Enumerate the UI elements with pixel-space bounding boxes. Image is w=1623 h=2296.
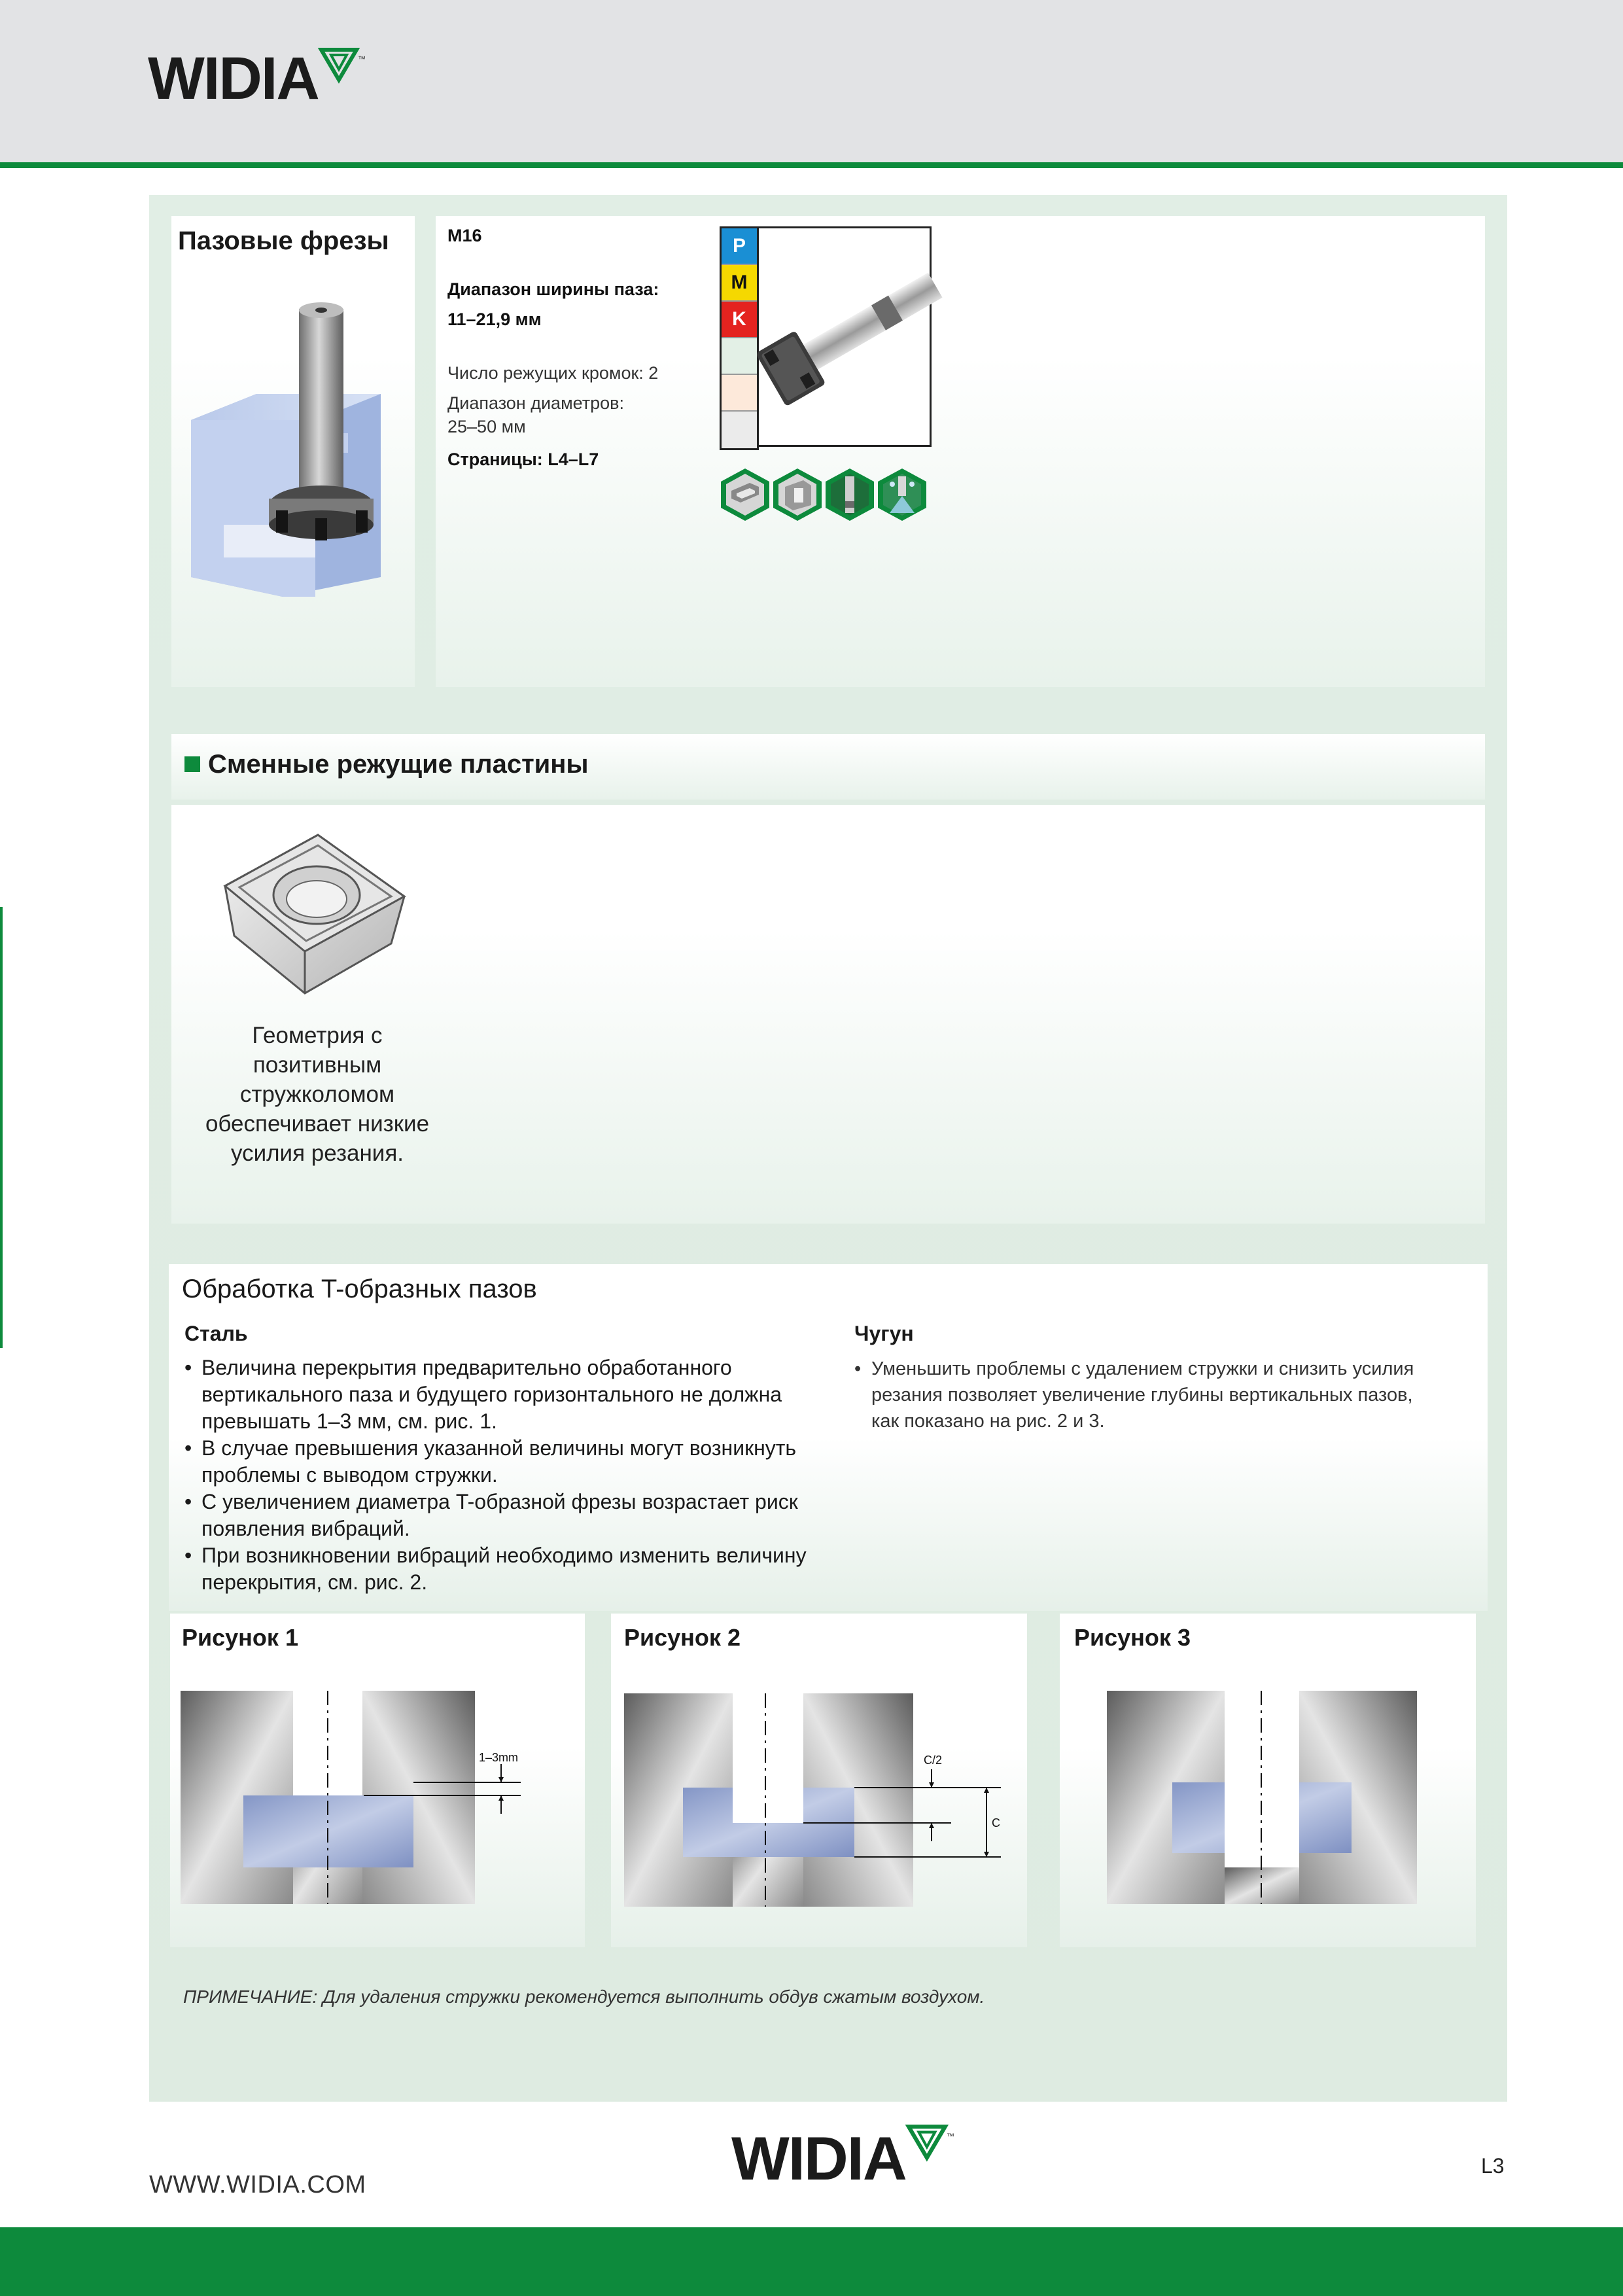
list-item [184,1489,839,1542]
caption-line: усилия резания. [230,1140,404,1166]
list-item-line: превышать 1–3 мм, см. рис. 1. [201,1409,497,1433]
svg-text:™: ™ [357,54,366,63]
slot-range-value: 11–21,9 мм [447,309,542,329]
figure-2-c-label: C [992,1816,1000,1829]
caption-line: стружколомом [239,1082,395,1107]
caption-line: позитивным [253,1052,382,1078]
caption-line: обеспечивает низкие [205,1111,430,1137]
iso-group-label: M [731,272,748,293]
list-item [184,1354,839,1435]
cast-iron-heading: Чугун [854,1322,914,1345]
iso-material-groups [720,226,759,450]
list-item [184,1435,839,1489]
steel-heading: Сталь [184,1322,248,1345]
section-bullet-icon [184,756,200,772]
slot-range-label: Диапазон ширины паза: [447,279,659,299]
footer-bar [0,2227,1623,2296]
logo-wordmark: WIDIA [148,45,319,112]
coolant-icon [877,467,928,522]
list-item-line: перекрытия, см. рис. 2. [201,1570,428,1594]
slot-cutter-photo [759,228,930,445]
slotting-icon [720,467,771,522]
list-item-line: резания позволяет увеличение глубины вертикальных пазов, [871,1385,1413,1405]
figure-2-diagram [624,1693,1003,1909]
product-code: M16 [447,226,482,245]
list-item-line: • В случае превышения указанной величины могут возникнуть [201,1436,797,1460]
diameter-range-label: Диапазон диаметров: [447,393,624,413]
list-item-line: проблемы с выводом стружки. [201,1463,498,1487]
catalog-pages: Страницы: L4–L7 [447,450,599,469]
list-item [854,1356,1469,1434]
side-marker-line [0,907,3,1348]
footer-logo [731,2124,954,2193]
list-item-line: • Величина перекрытия предварительно обработанного [201,1356,732,1379]
figure-3-diagram [1107,1691,1421,1907]
note-text: ПРИМЕЧАНИЕ: Для удаления стружки рекомендуется выполнить обдув сжатым воздухом. [183,1987,985,2007]
figure-3-title: Рисунок 3 [1074,1624,1191,1651]
list-item [184,1542,839,1596]
logo-triangle-icon [320,48,366,82]
list-item-line: появления вибраций. [201,1517,410,1540]
list-item-line: вертикального паза и будущего горизонтального не должна [201,1383,782,1406]
cutting-edges-count: Число режущих кромок: 2 [447,363,659,383]
svg-text:™: ™ [946,2131,954,2141]
iso-group-n [722,338,757,375]
iso-group-s [722,375,757,412]
logo-triangle-icon [907,2125,952,2161]
iso-group-m [722,265,757,302]
header-logo [148,45,366,112]
iso-group-label: K [732,308,746,330]
iso-group-label: P [732,235,746,256]
figure-2-c-half-label: C/2 [924,1754,943,1767]
figure-1-dimension-label: 1–3mm [479,1751,519,1764]
diameter-range-value: 25–50 мм [447,417,526,436]
inserts-heading: Сменные режущие пластины [208,750,589,779]
page-number: L3 [1481,2154,1505,2178]
figure-1-title: Рисунок 1 [182,1624,298,1651]
slot-cutter-illustration [184,302,394,597]
list-item-line: • С увеличением диаметра T-образной фрезы возрастает риск [201,1490,798,1513]
figure-2-title: Рисунок 2 [624,1624,741,1651]
list-item-line: • Уменьшить проблемы с удалением стружки и снизить усилия [871,1358,1414,1379]
logo-wordmark: WIDIA [731,2124,906,2193]
cast-iron-list [854,1356,1469,1434]
shoulder-icon [772,467,823,522]
list-item-line: как показано на рис. 2 и 3. [871,1411,1105,1432]
header-rule [0,162,1623,168]
tslot-heading: Обработка T-образных пазов [182,1275,537,1303]
iso-group-k [722,302,757,338]
footer-url[interactable]: WWW.WIDIA.COM [149,2171,366,2199]
steel-list [184,1354,839,1596]
product-title: Пазовые фрезы [178,226,389,255]
insert-illustration [220,834,410,997]
iso-group-p [722,228,757,265]
list-item-line: • При возникновении вибраций необходимо изменить величину [201,1544,807,1567]
figure-1-diagram [181,1691,534,1907]
caption-line: Геометрия с [252,1023,383,1048]
plunge-icon [824,467,875,522]
insert-caption [177,1021,458,1168]
iso-group-h [722,412,757,448]
tool-photo [759,226,932,447]
